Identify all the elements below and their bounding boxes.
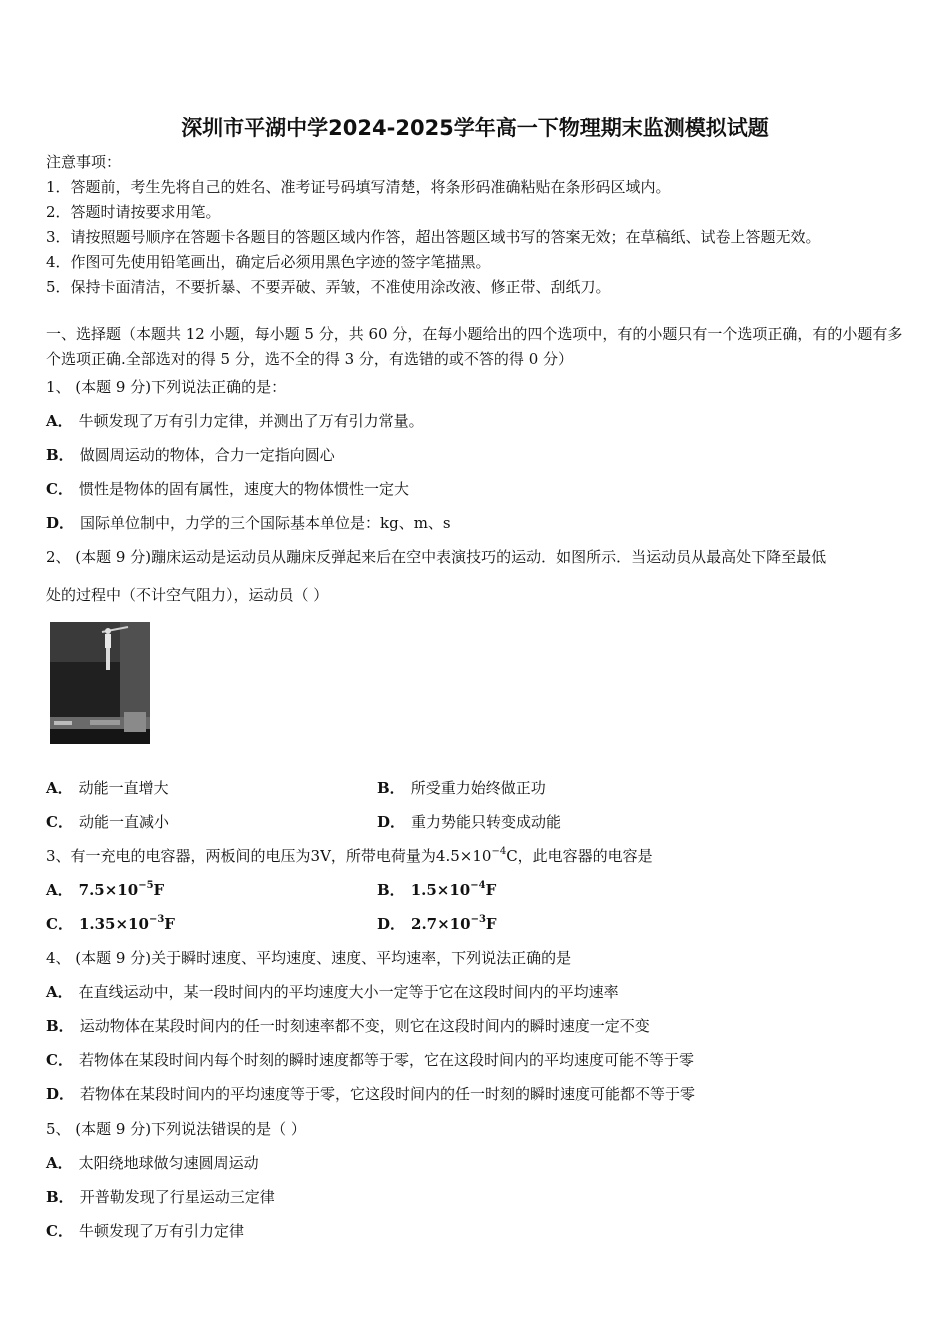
option-label: C． xyxy=(46,1222,73,1240)
option-text: 动能一直增大 xyxy=(78,779,169,797)
option-label: A． xyxy=(46,1154,73,1172)
page-title: 深圳市平湖中学2024-2025学年高一下物理期末监测模拟试题 xyxy=(181,116,769,140)
q2-option-b xyxy=(377,778,546,798)
option-label: C． xyxy=(46,915,73,933)
option-label: D． xyxy=(46,514,75,532)
option-text: 国际单位制中，力学的三个国际基本单位是：kg、m、s xyxy=(80,514,451,532)
q4-option-b xyxy=(46,1016,650,1036)
option-text: 惯性是物体的固有属性，速度大的物体惯性一定大 xyxy=(78,480,409,498)
option-unit: F xyxy=(485,881,497,899)
q3-option-d xyxy=(377,914,497,934)
option-unit: F xyxy=(485,915,497,933)
option-unit: F xyxy=(153,881,165,899)
option-label: A． xyxy=(46,983,73,1001)
q4-option-c xyxy=(46,1050,694,1070)
q3-option-b xyxy=(377,880,496,900)
option-label: D． xyxy=(46,1085,75,1103)
notice-item: 3．请按照题号顺序在答题卡各题目的答题区域内作答，超出答题区域书写的答案无效；在草稿纸、试卷上答题无效。 xyxy=(46,228,821,246)
section-heading: 一、选择题（本题共 12 小题，每小题 5 分，共 60 分，在每小题给出的四个选项中，有的小题只有一个选项正确，有的小题有多个选项正确.全部选对的得 5 分，选不全的得 3 分，有选错的或不答的得 0 分） xyxy=(46,325,903,368)
q1-option-c xyxy=(46,479,409,499)
q3-option-a xyxy=(46,881,164,899)
option-text: 太阳绕地球做匀速圆周运动 xyxy=(78,1154,259,1172)
option-label: B． xyxy=(46,1188,74,1206)
q3-stem-exponent: −4 xyxy=(491,846,507,857)
option-exponent: −3 xyxy=(148,914,165,925)
question-5-stem: 5、 (本题 9 分)下列说法错误的是（ ） xyxy=(46,1120,306,1138)
option-text: 所受重力始终做正功 xyxy=(410,779,546,797)
question-4-stem: 4、 (本题 9 分)关于瞬时速度、平均速度、速度、平均速率，下列说法正确的是 xyxy=(46,949,572,967)
option-text: 若物体在某段时间内每个时刻的瞬时速度都等于零，它在这段时间内的平均速度可能不等于零 xyxy=(78,1051,694,1069)
option-label: D． xyxy=(377,915,406,933)
q2-option-a xyxy=(46,779,169,797)
option-exponent: −5 xyxy=(138,880,154,891)
q1-option-b xyxy=(46,445,335,465)
question-2-stem-line2: 处的过程中（不计空气阻力），运动员（ ） xyxy=(46,586,329,604)
option-text: 做圆周运动的物体，合力一定指向圆心 xyxy=(79,446,335,464)
option-text: 重力势能只转变成动能 xyxy=(411,813,562,831)
option-base: 7.5×10 xyxy=(78,881,139,899)
option-text: 牛顿发现了万有引力定律，并测出了万有引力常量。 xyxy=(78,412,424,430)
q1-option-a xyxy=(46,411,424,431)
option-unit: F xyxy=(164,915,175,933)
q4-option-a xyxy=(46,982,619,1002)
option-exponent: −4 xyxy=(470,880,486,891)
q3-option-c xyxy=(46,915,175,933)
q1-option-d xyxy=(46,513,451,533)
question-3-stem xyxy=(46,846,653,866)
option-label: A． xyxy=(46,412,73,430)
notice-heading: 注意事项： xyxy=(46,153,122,171)
q2-option-c xyxy=(46,813,169,831)
option-label: D． xyxy=(377,813,406,831)
trampoline-photo xyxy=(50,622,150,744)
q2-options-row-2 xyxy=(46,812,562,832)
question-1-stem: 1、 (本题 9 分)下列说法正确的是： xyxy=(46,378,287,396)
q5-option-a xyxy=(46,1153,259,1173)
option-base: 2.7×10 xyxy=(411,915,471,933)
option-label: C． xyxy=(46,813,73,831)
option-label: B． xyxy=(377,779,405,797)
option-label: B． xyxy=(46,1017,74,1035)
option-text: 动能一直减小 xyxy=(78,813,169,831)
option-text: 开普勒发现了行星运动三定律 xyxy=(79,1188,275,1206)
option-text: 在直线运动中，某一段时间内的平均速度大小一定等于它在这段时间内的平均速率 xyxy=(78,983,619,1001)
option-text: 运动物体在某段时间内的任一时刻速率都不变，则它在这段时间内的瞬时速度一定不变 xyxy=(79,1017,650,1035)
trampoline-illustration xyxy=(50,622,150,744)
q3-stem-pre: 3、有一充电的电容器，两板间的电压为3V，所带电荷量为4.5×10 xyxy=(46,847,492,865)
q2-options-row-1 xyxy=(46,778,546,798)
option-label: C． xyxy=(46,480,73,498)
option-text: 牛顿发现了万有引力定律 xyxy=(78,1222,244,1240)
q2-option-d xyxy=(377,812,561,832)
q4-option-d xyxy=(46,1084,695,1104)
option-label: A． xyxy=(46,881,73,899)
option-label: C． xyxy=(46,1051,73,1069)
q3-stem-post: C，此电容器的电容是 xyxy=(506,847,653,865)
notice-item: 1．答题前，考生先将自己的姓名、准考证号码填写清楚，将条形码准确粘贴在条形码区域内。 xyxy=(46,178,671,196)
q5-option-c xyxy=(46,1221,244,1241)
question-2-stem-line1: 2、 (本题 9 分)蹦床运动是运动员从蹦床反弹起来后在空中表演技巧的运动．如图所示．当运动员从最高处下降至最低 xyxy=(46,548,827,566)
option-label: B． xyxy=(46,446,74,464)
option-base: 1.35×10 xyxy=(78,915,149,933)
option-label: B． xyxy=(377,881,405,899)
notice-item: 5．保持卡面清洁，不要折暴、不要弄破、弄皱，不准使用涂改液、修正带、刮纸刀。 xyxy=(46,278,611,296)
option-base: 1.5×10 xyxy=(410,881,471,899)
option-label: A． xyxy=(46,779,73,797)
option-exponent: −3 xyxy=(470,914,486,925)
q5-option-b xyxy=(46,1187,275,1207)
notice-item: 2．答题时请按要求用笔。 xyxy=(46,203,221,221)
notice-item: 4．作图可先使用铅笔画出，确定后必须用黑色字迹的签字笔描黑。 xyxy=(46,253,491,271)
option-text: 若物体在某段时间内的平均速度等于零，它这段时间内的任一时刻的瞬时速度可能都不等于零 xyxy=(80,1085,696,1103)
